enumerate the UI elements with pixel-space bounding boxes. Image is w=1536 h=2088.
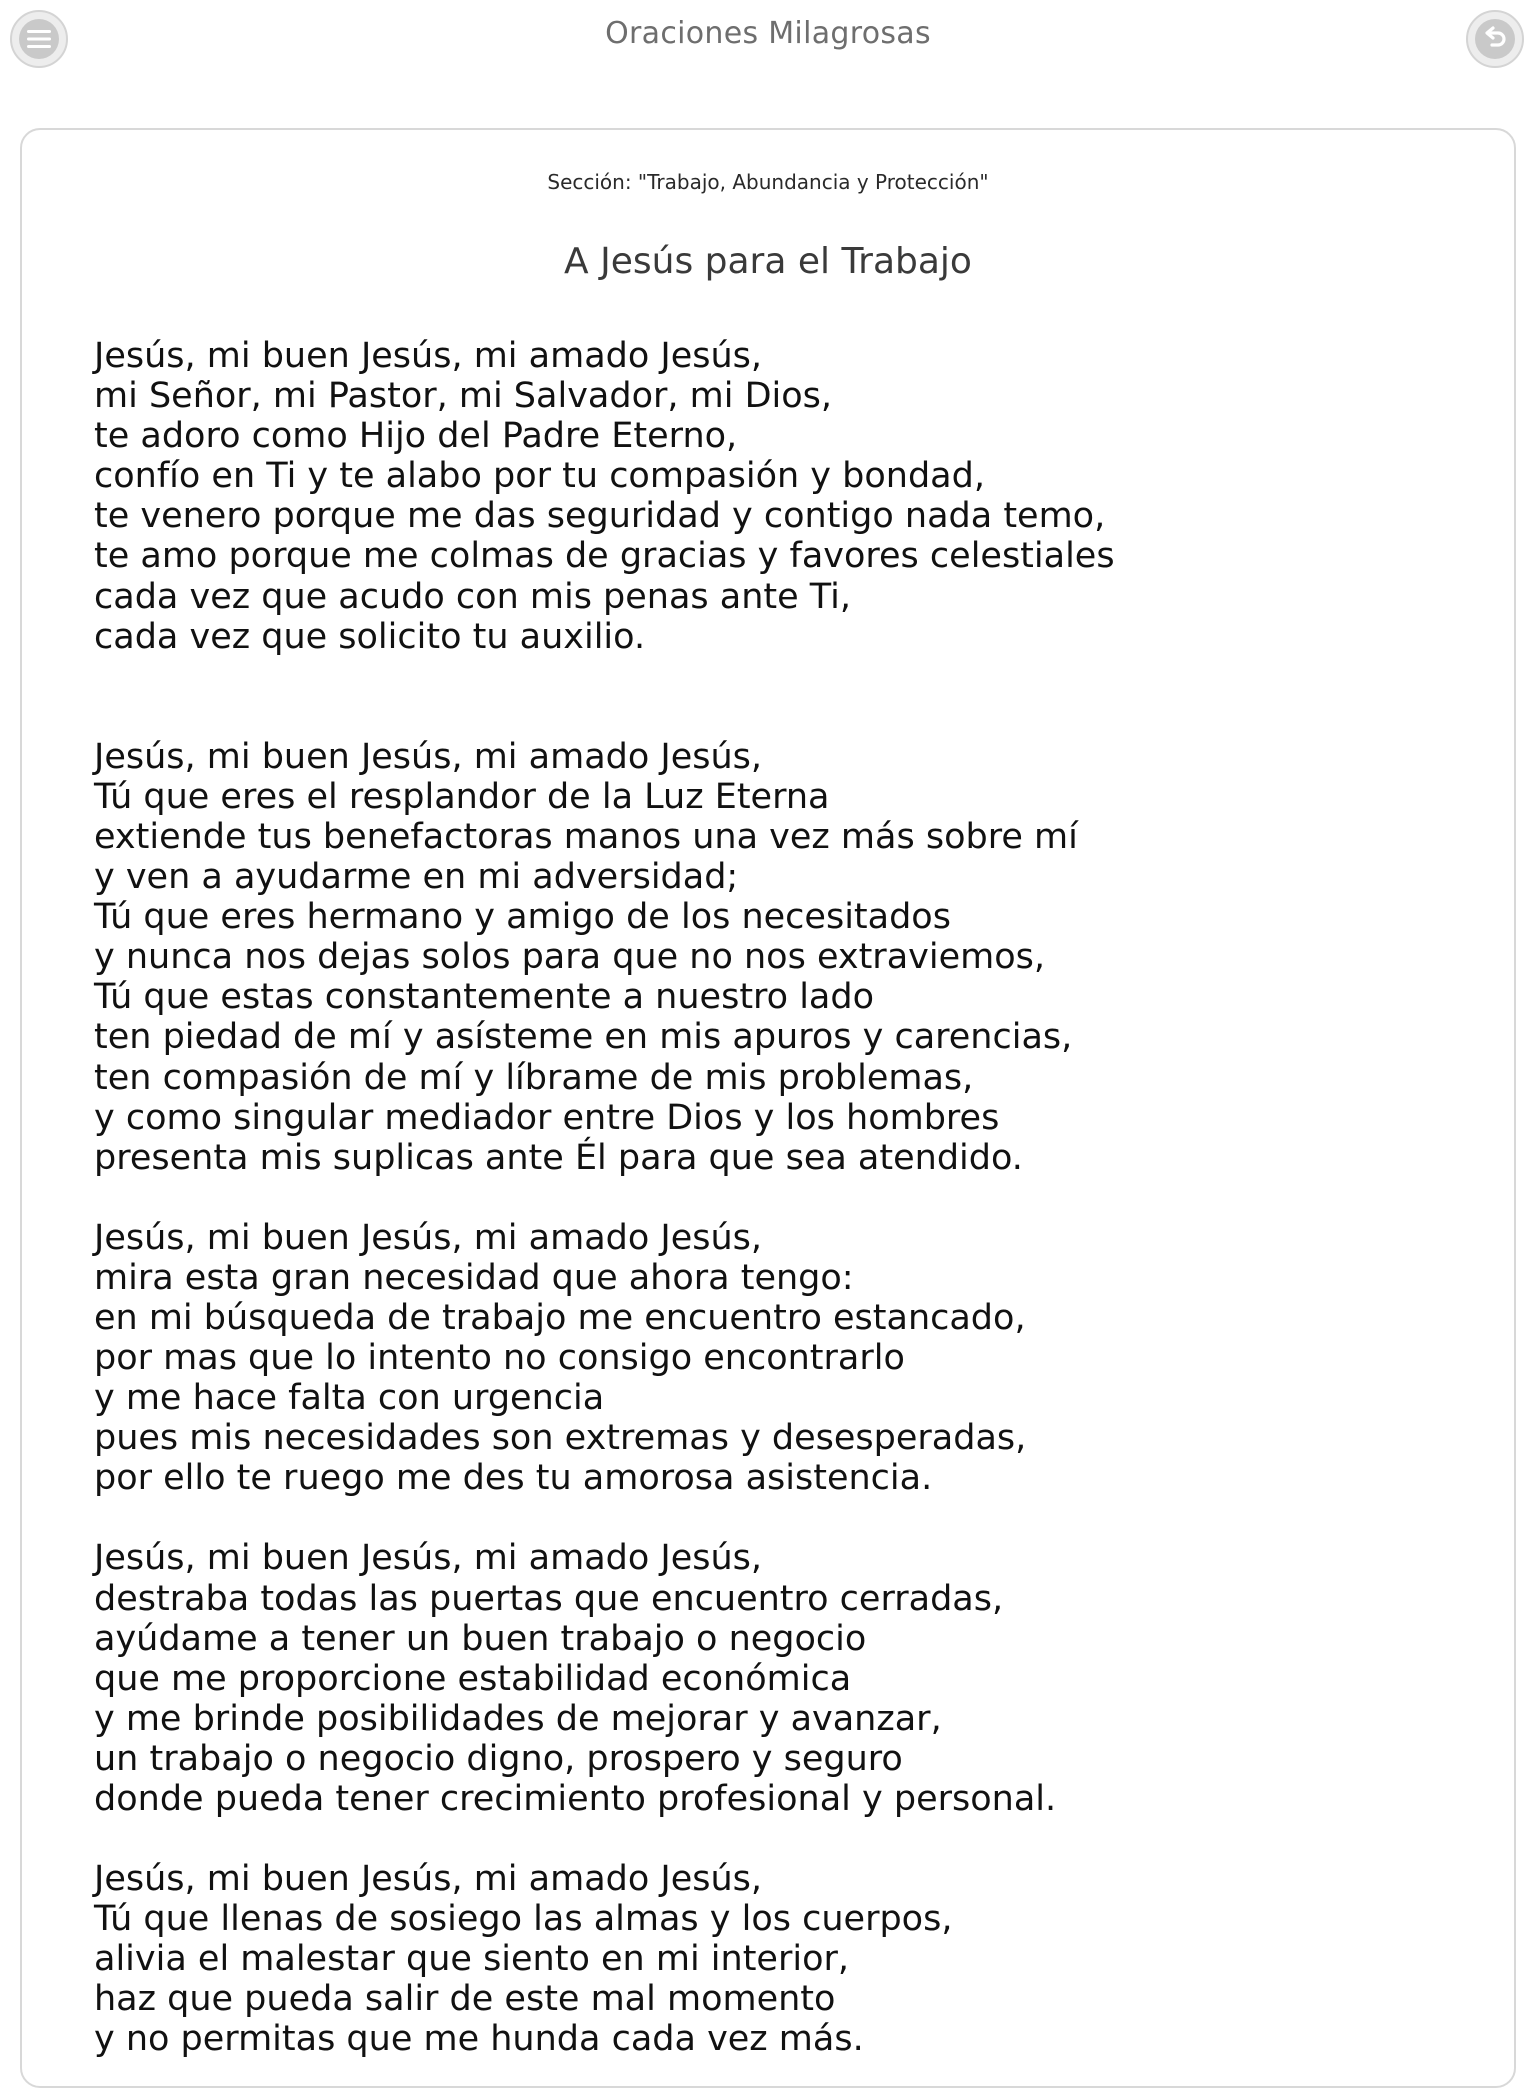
prayer-line: ten compasión de mí y líbrame de mis problemas, [94,1057,974,1098]
prayer-stanza [94,1538,1474,1819]
prayer-line: Jesús, mi buen Jesús, mi amado Jesús, [94,336,763,376]
prayer-line: por ello te ruego me des tu amorosa asistencia. [94,1458,933,1499]
prayer-line: donde pueda tener crecimiento profesional y personal. [94,1779,1057,1819]
prayer-line: haz que pueda salir de este mal momento [94,1979,836,2020]
prayer-line: destraba todas las puertas que encuentro cerradas, [94,1578,1004,1619]
prayer-line: mi Señor, mi Pastor, mi Salvador, mi Dios, [94,376,833,417]
prayer-line: Tú que eres el resplandor de la Luz Eterna [94,776,830,817]
prayer-body [94,336,1474,2060]
prayer-line: confío en Ti y te alabo por tu compasión y bondad, [94,456,985,497]
prayer-line: y no permitas que me hunda cada vez más. [94,2019,864,2060]
prayer-line: Jesús, mi buen Jesús, mi amado Jesús, [94,1538,763,1579]
prayer-line: mira esta gran necesidad que ahora tengo: [94,1257,854,1298]
prayer-line: y me brinde posibilidades de mejorar y avanzar, [94,1698,942,1739]
prayer-line: Tú que estas constantemente a nuestro lado [94,977,874,1018]
prayer-line: te amo porque me colmas de gracias y favores celestiales [94,536,1115,577]
prayer-line: pues mis necesidades son extremas y desesperadas, [94,1418,1027,1459]
prayer-line: alivia el malestar que siento en mi interior, [94,1939,849,1980]
stanza-gap [94,657,1474,737]
undo-arrow-icon [1475,19,1515,59]
header-title: Oraciones Milagrosas [605,16,931,51]
prayer-stanza [94,1218,1474,1499]
prayer-line: Tú que eres hermano y amigo de los necesitados [94,897,951,938]
prayer-line: y me hace falta con urgencia [94,1378,605,1419]
prayer-card [20,128,1516,2088]
prayer-stanza [94,1859,1474,2059]
prayer-line: un trabajo o negocio digno, prospero y seguro [94,1738,903,1779]
prayer-line: presenta mis suplicas ante Él para que sea atendido. [94,1137,1023,1178]
prayer-line: extiende tus benefactoras manos una vez más sobre mí [94,816,1078,857]
prayer-line: te adoro como Hijo del Padre Eterno, [94,416,738,457]
app-header [0,0,1536,80]
stanza-gap [94,1819,1474,1859]
prayer-line: y como singular mediador entre Dios y los hombres [94,1097,1000,1138]
prayer-line: y nunca nos dejas solos para que no nos extraviemos, [94,937,1045,978]
prayer-line: ayúdame a tener un buen trabajo o negocio [94,1618,867,1659]
stanza-gap [94,1498,1474,1538]
prayer-line: en mi búsqueda de trabajo me encuentro estancado, [94,1297,1026,1338]
section-label: Sección: "Trabajo, Abundancia y Protección" [547,170,989,194]
prayer-line: ten piedad de mí y asísteme en mis apuros y carencias, [94,1017,1073,1058]
prayer-line: y ven a ayudarme en mi adversidad; [94,857,739,898]
prayer-line: Jesús, mi buen Jesús, mi amado Jesús, [94,1217,763,1258]
prayer-stanza [94,336,1474,657]
stanza-gap [94,1178,1474,1218]
prayer-line: cada vez que acudo con mis penas ante Ti, [94,576,851,617]
prayer-line: por mas que lo intento no consigo encontrarlo [94,1338,905,1379]
prayer-line: Jesús, mi buen Jesús, mi amado Jesús, [94,1859,763,1900]
prayer-line: que me proporcione estabilidad económica [94,1658,852,1699]
prayer-line: Jesús, mi buen Jesús, mi amado Jesús, [94,736,763,777]
prayer-title: A Jesús para el Trabajo [564,241,972,282]
back-button[interactable] [1466,10,1524,68]
prayer-line: Tú que llenas de sosiego las almas y los cuerpos, [94,1899,953,1940]
prayer-line: cada vez que solicito tu auxilio. [94,616,646,657]
prayer-stanza [94,737,1474,1178]
prayer-line: te venero porque me das seguridad y contigo nada temo, [94,496,1106,537]
